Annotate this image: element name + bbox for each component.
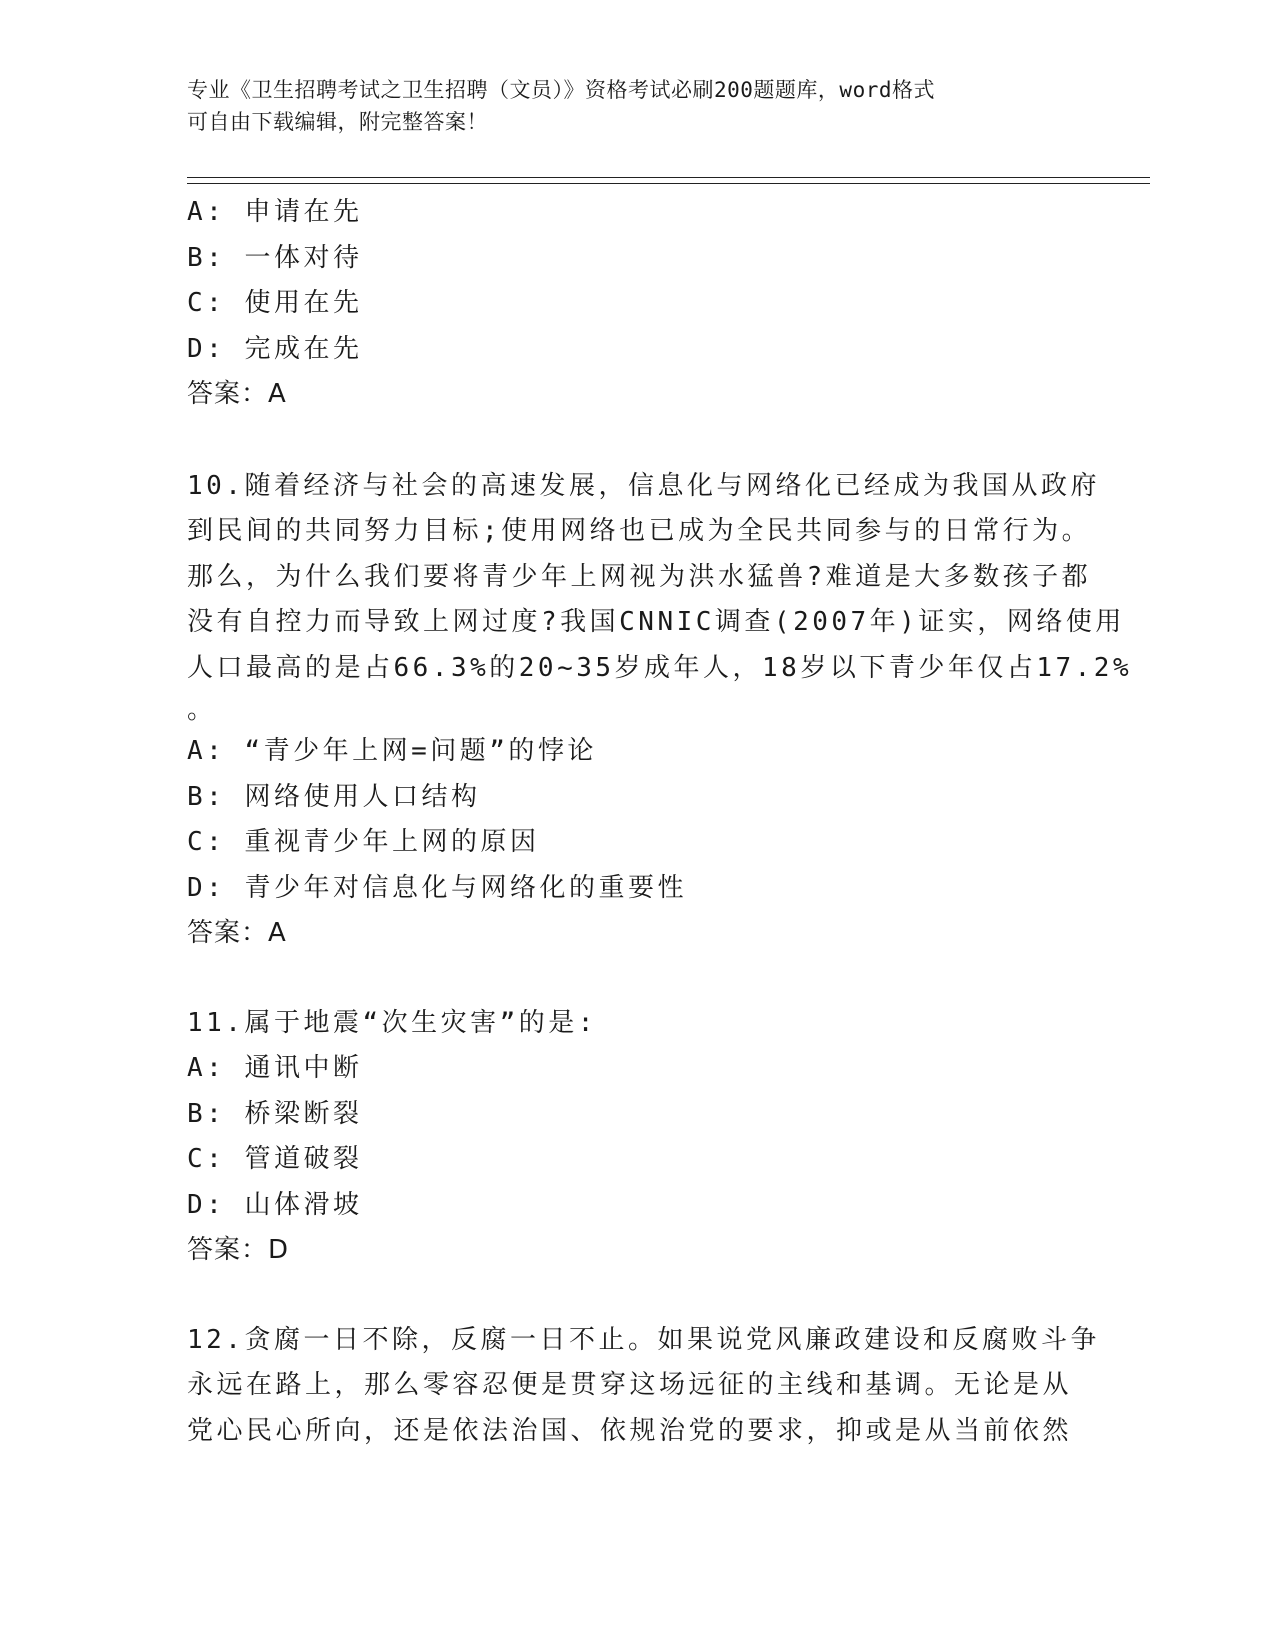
answer-label: 答案：A <box>187 379 287 409</box>
answer-label: 答案：D <box>187 1235 290 1265</box>
option-d: D: 山体滑坡 <box>187 1189 363 1220</box>
question-12-block <box>187 1318 1100 1455</box>
spacer <box>187 957 1087 1001</box>
question-text-line: 12.贪腐一日不除，反腐一日不止。如果说党风廉政建设和反腐败斗争 <box>187 1324 1100 1355</box>
question-text-line: 那么，为什么我们要将青少年上网视为洪水猛兽?难道是大多数孩子都 <box>187 561 1092 592</box>
question-text-line: 没有自控力而导致上网过度?我国CNNIC调查(2007年)证实，网络使用 <box>187 607 1125 637</box>
spacer <box>187 418 1087 464</box>
question-text-line: 党心民心所向，还是依法治国、依规治党的要求，抑或是从当前依然 <box>187 1415 1073 1446</box>
question-text-line: 10.随着经济与社会的高速发展，信息化与网络化已经成为我国从政府 <box>187 470 1100 501</box>
header-title-line-2: 可自由下载编辑，附完整答案！ <box>187 110 488 134</box>
option-a: A: “青少年上网=问题”的悖论 <box>187 736 597 766</box>
answer-label: 答案：A <box>187 918 287 948</box>
question-text-line: 11.属于地震“次生灾害”的是: <box>187 1007 597 1038</box>
option-c: C: 重视青少年上网的原因 <box>187 827 540 857</box>
option-a: A: 申请在先 <box>187 197 363 227</box>
question-text-line: 永远在路上，那么零容忍便是贯穿这场远征的主线和基调。无论是从 <box>187 1370 1073 1400</box>
question-9-block <box>187 190 1087 418</box>
question-content <box>187 190 1133 1454</box>
option-c: C: 使用在先 <box>187 288 363 318</box>
header-title-line-1: 专业《卫生招聘考试之卫生招聘（文员）》资格考试必刷200题题库，word格式 <box>187 78 935 102</box>
question-text-line: 人口最高的是占66.3%的20~35岁成年人，18岁以下青少年仅占17.2% <box>187 652 1133 683</box>
option-c: C: 管道破裂 <box>187 1144 363 1174</box>
option-d: D: 青少年对信息化与网络化的重要性 <box>187 872 687 903</box>
document-header <box>187 74 1067 138</box>
header-divider-top <box>187 177 1150 178</box>
spacer <box>187 1274 1087 1318</box>
question-11-block <box>187 1001 1087 1274</box>
option-b: B: 网络使用人口结构 <box>187 781 481 812</box>
option-b: B: 桥梁断裂 <box>187 1098 363 1129</box>
option-b: B: 一体对待 <box>187 242 363 273</box>
question-text-line: 到民间的共同努力目标;使用网络也已成为全民共同参与的日常行为。 <box>187 516 1092 546</box>
header-divider-bottom <box>187 183 1150 184</box>
option-d: D: 完成在先 <box>187 333 363 364</box>
question-10-block <box>187 464 1133 957</box>
option-a: A: 通讯中断 <box>187 1053 363 1083</box>
question-text-line: 。 <box>187 695 217 725</box>
